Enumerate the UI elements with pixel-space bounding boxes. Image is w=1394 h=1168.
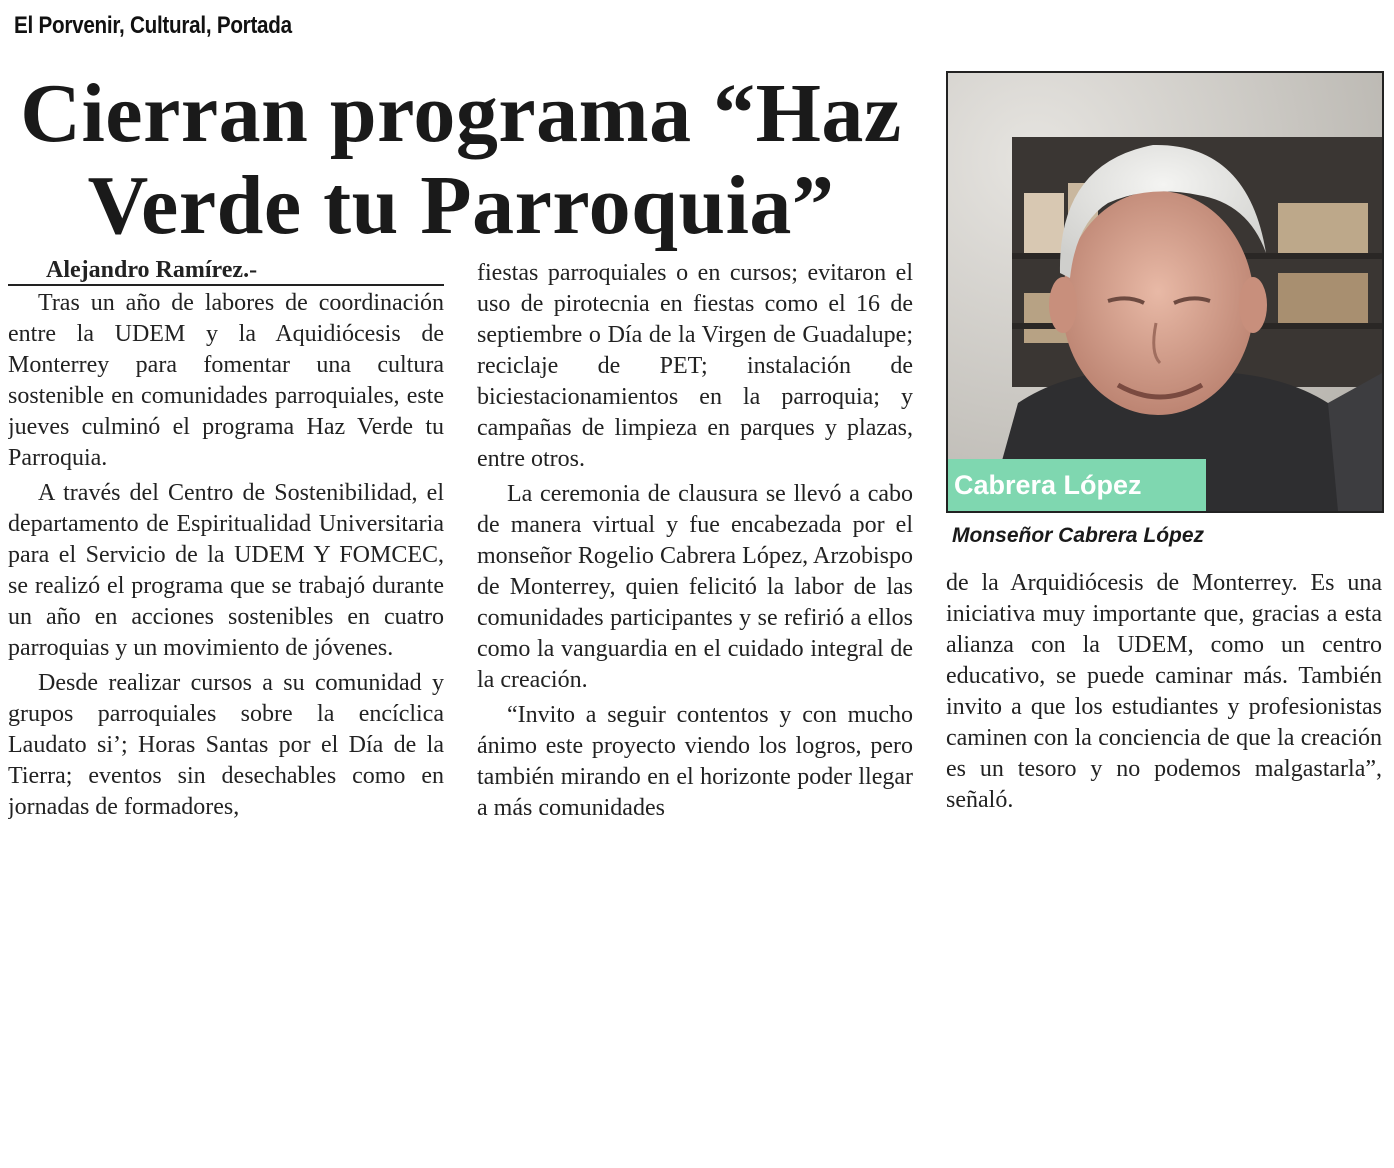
- photo-monsenor: [946, 71, 1384, 513]
- paragraph: de la Arquidiócesis de Monterrey. Es una iniciativa muy importante que, gracias a esta alianza con la UDEM, como un centro educativo, se puede caminar más. También invito a que los estudiantes y profesionistas caminen con la conciencia de que la creación es un tesoro y no podemos malgastarla”, señaló.: [946, 570, 1382, 813]
- paragraph: La ceremonia de clausura se llevó a cabo de manera virtual y fue encabezada por el monseñor Rogelio Cabrera López, Arzobispo de Monterrey, quien felicitó la labor de las comunidades participantes y se refirió a ellos como la vanguardia en el cuidado integral de la creación.: [477, 481, 913, 693]
- article-column-3: [946, 568, 1382, 1168]
- paragraph: Tras un año de labores de coordinación entre la UDEM y la Aquidiócesis de Monterrey para fomentar una cultura sostenible en comunidades parroquiales, este jueves culminó el programa Haz Verde tu Parroquia.: [8, 290, 444, 471]
- paragraph: A través del Centro de Sostenibilidad, el departamento de Espiritualidad Universitaria para el Servicio de la UDEM Y FOMCEC, se realizó el programa que se trabajó durante un año en acciones sostenibles en cuatro parroquias y un movimiento de jóvenes.: [8, 480, 444, 661]
- photo-name-overlay: Cabrera López: [948, 459, 1206, 511]
- publication-source: El Porvenir, Cultural, Portada: [14, 12, 292, 39]
- paragraph: fiestas parroquiales o en cursos; evitaron el uso de pirotecnia en fiestas como el 16 de septiembre o Día de la Virgen de Guadalupe; reciclaje de PET; instalación de biciestacionamientos en la parroquia; y campañas de limpieza en parques y plazas, entre otros.: [477, 260, 913, 472]
- paragraph: Desde realizar cursos a su comunidad y grupos parroquiales sobre la encíclica Laudato si’; Horas Santas por el Día de la Tierra; eventos sin desechables como en jornadas de formadores,: [8, 670, 444, 820]
- headline: Cierran programa “Haz Verde tu Parroquia”: [20, 67, 902, 252]
- paragraph: “Invito a seguir contentos y con mucho ánimo este proyecto viendo los logros, pero también mirando en el horizonte poder llegar a más comunidades: [477, 702, 913, 821]
- portrait-illustration: [948, 73, 1382, 511]
- article-column-2: [477, 258, 913, 858]
- photo-caption: Monseñor Cabrera López: [952, 524, 1205, 547]
- byline: Alejandro Ramírez.-: [8, 256, 444, 286]
- article-column-1: [8, 256, 444, 856]
